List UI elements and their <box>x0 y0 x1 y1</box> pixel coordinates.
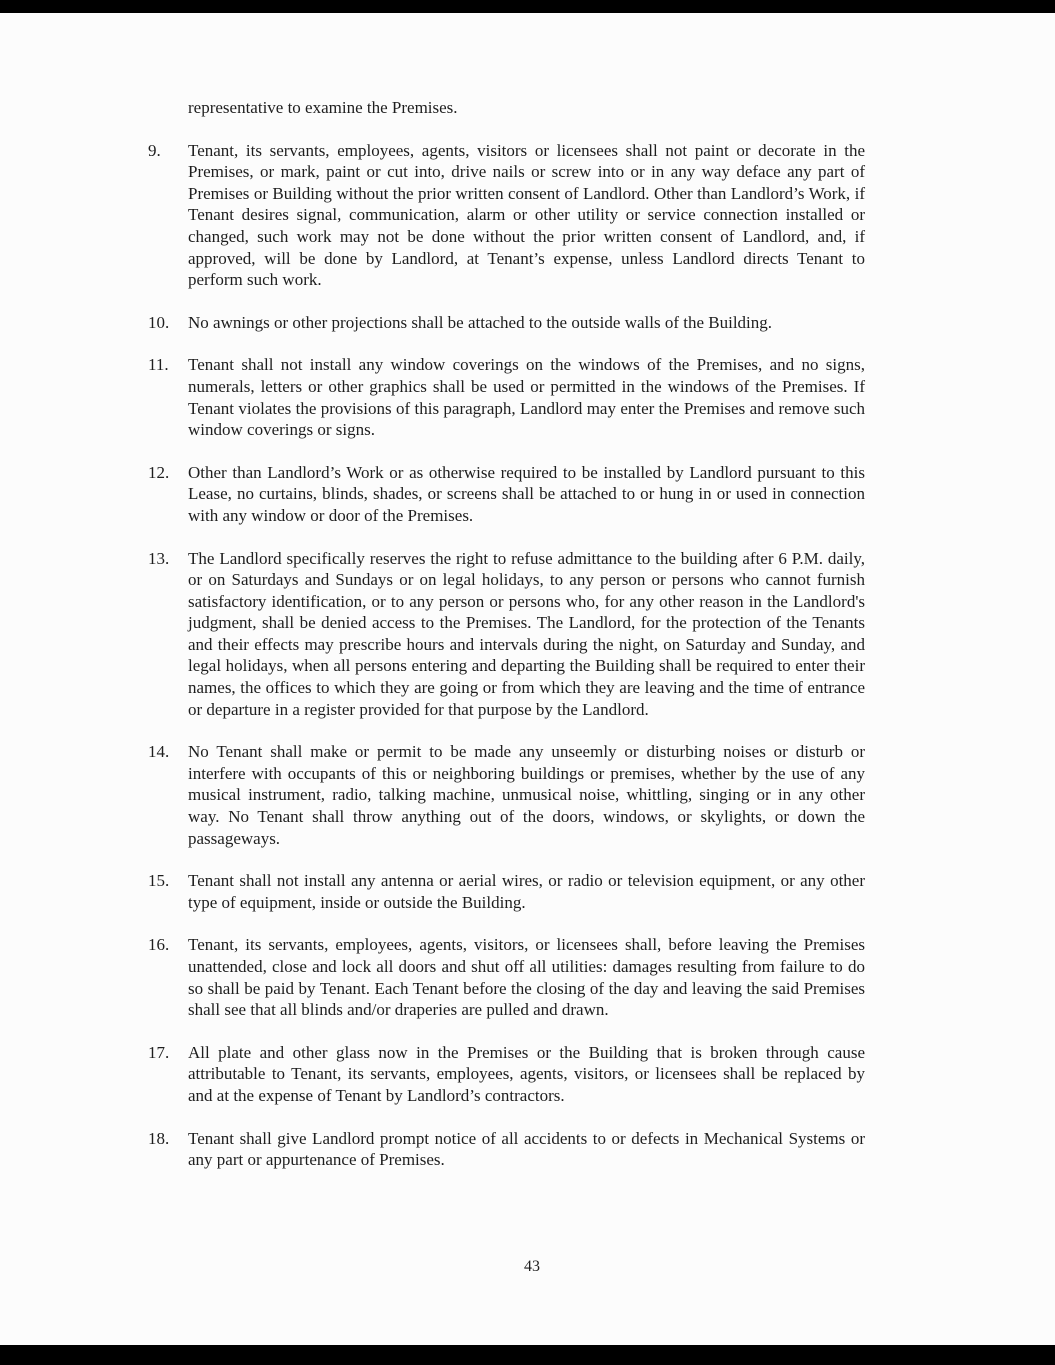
list-item <box>148 741 865 849</box>
list-item <box>148 312 865 334</box>
item-text: Tenant shall not install any window coverings on the windows of the Premises, and no signs, numerals, letters or other graphics shall be used or permitted in the windows of the Premises. If Tenant violates the provisions of this paragraph, Landlord may enter the Premises and remove such window coverings or signs. <box>188 355 865 440</box>
item-text: Tenant shall not install any antenna or aerial wires, or radio or television equipment, or any other type of equipment, inside or outside the Building. <box>188 871 865 912</box>
numbered-rules-list <box>148 140 865 1171</box>
item-text: No awnings or other projections shall be attached to the outside walls of the Building. <box>188 312 773 332</box>
page-number: 43 <box>524 1258 540 1275</box>
list-item <box>148 548 865 721</box>
list-item <box>148 934 865 1020</box>
list-item <box>148 140 865 291</box>
item-text: Tenant shall give Landlord prompt notice of all accidents to or defects in Mechanical Systems or any part or appurtenance of Premises. <box>188 1128 865 1170</box>
item-number: 15. <box>148 871 170 891</box>
list-item <box>148 1042 865 1107</box>
scan-artifact-top-bar <box>0 0 1055 13</box>
list-item <box>148 870 865 913</box>
document-page <box>148 97 865 1171</box>
item-number: 17. <box>148 1042 170 1062</box>
item-number: 14. <box>148 742 170 762</box>
item-number: 18. <box>148 1128 170 1148</box>
item-text: Tenant, its servants, employees, agents, visitors or licensees shall not paint or decorate in the Premises, or mark, paint or cut into, drive nails or screw into or in any way deface any part of Premises or Building without the prior written consent of Landlord. Other than Landlord’s Work, if Tenant desires signal, communication, alarm or other utility or service connection installed or changed, such work may not be done without the prior written consent of Landlord, and, if approved, will be done by Landlord, at Tenant’s expense, unless Landlord directs Tenant to perform such work. <box>188 140 865 290</box>
item-text: All plate and other glass now in the Premises or the Building that is broken through cause attributable to Tenant, its servants, employees, agents, visitors, or licensees shall be replaced by and at the expense of Tenant by Landlord’s contractors. <box>188 1042 865 1105</box>
item-number: 9. <box>148 140 161 160</box>
item-number: 11. <box>148 355 169 375</box>
item-text: No Tenant shall make or permit to be made any unseemly or disturbing noises or disturb or interfere with occupants of this or neighboring buildings or premises, whether by the use of any musical instrument, radio, talking machine, unmusical noise, whittling, singing or in any other way. No Tenant shall throw anything out of the doors, windows, or skylights, or down the passageways. <box>188 742 865 848</box>
item-number: 16. <box>148 935 170 955</box>
list-item <box>148 1128 865 1171</box>
scan-artifact-bottom-bar <box>0 1345 1055 1365</box>
paragraph-continuation-line: representative to examine the Premises. <box>188 98 458 117</box>
item-number: 13. <box>148 548 170 568</box>
item-text: Other than Landlord’s Work or as otherwise required to be installed by Landlord pursuant to this Lease, no curtains, blinds, shades, or screens shall be attached to or hung in or used in connection with any window or door of the Premises. <box>188 462 865 525</box>
list-item <box>148 354 865 440</box>
item-number: 10. <box>148 312 170 332</box>
item-text: The Landlord specifically reserves the right to refuse admittance to the building after 6 P.M. daily, or on Saturdays and Sundays or on legal holidays, to any person or persons who cannot furnish satisfactory identification, or to any person or persons who, for any other reason in the Landlord's judgment, shall be denied access to the Premises. The Landlord, for the protection of the Tenants and their effects may prescribe hours and intervals during the night, on Saturday and Sunday, and legal holidays, when all persons entering and departing the Building shall be required to enter their names, the offices to which they are going or from which they are leaving and the time of entrance or departure in a register provided for that purpose by the Landlord. <box>188 548 865 719</box>
list-item <box>148 462 865 527</box>
item-text: Tenant, its servants, employees, agents, visitors, or licensees shall, before leaving the Premises unattended, close and lock all doors and shut off all utilities: damages resulting from failure to do so shall be paid by Tenant. Each Tenant before the closing of the day and leaving the said Premises shall see that all blinds and/or draperies are pulled and drawn. <box>188 935 865 1020</box>
item-number: 12. <box>148 462 170 482</box>
